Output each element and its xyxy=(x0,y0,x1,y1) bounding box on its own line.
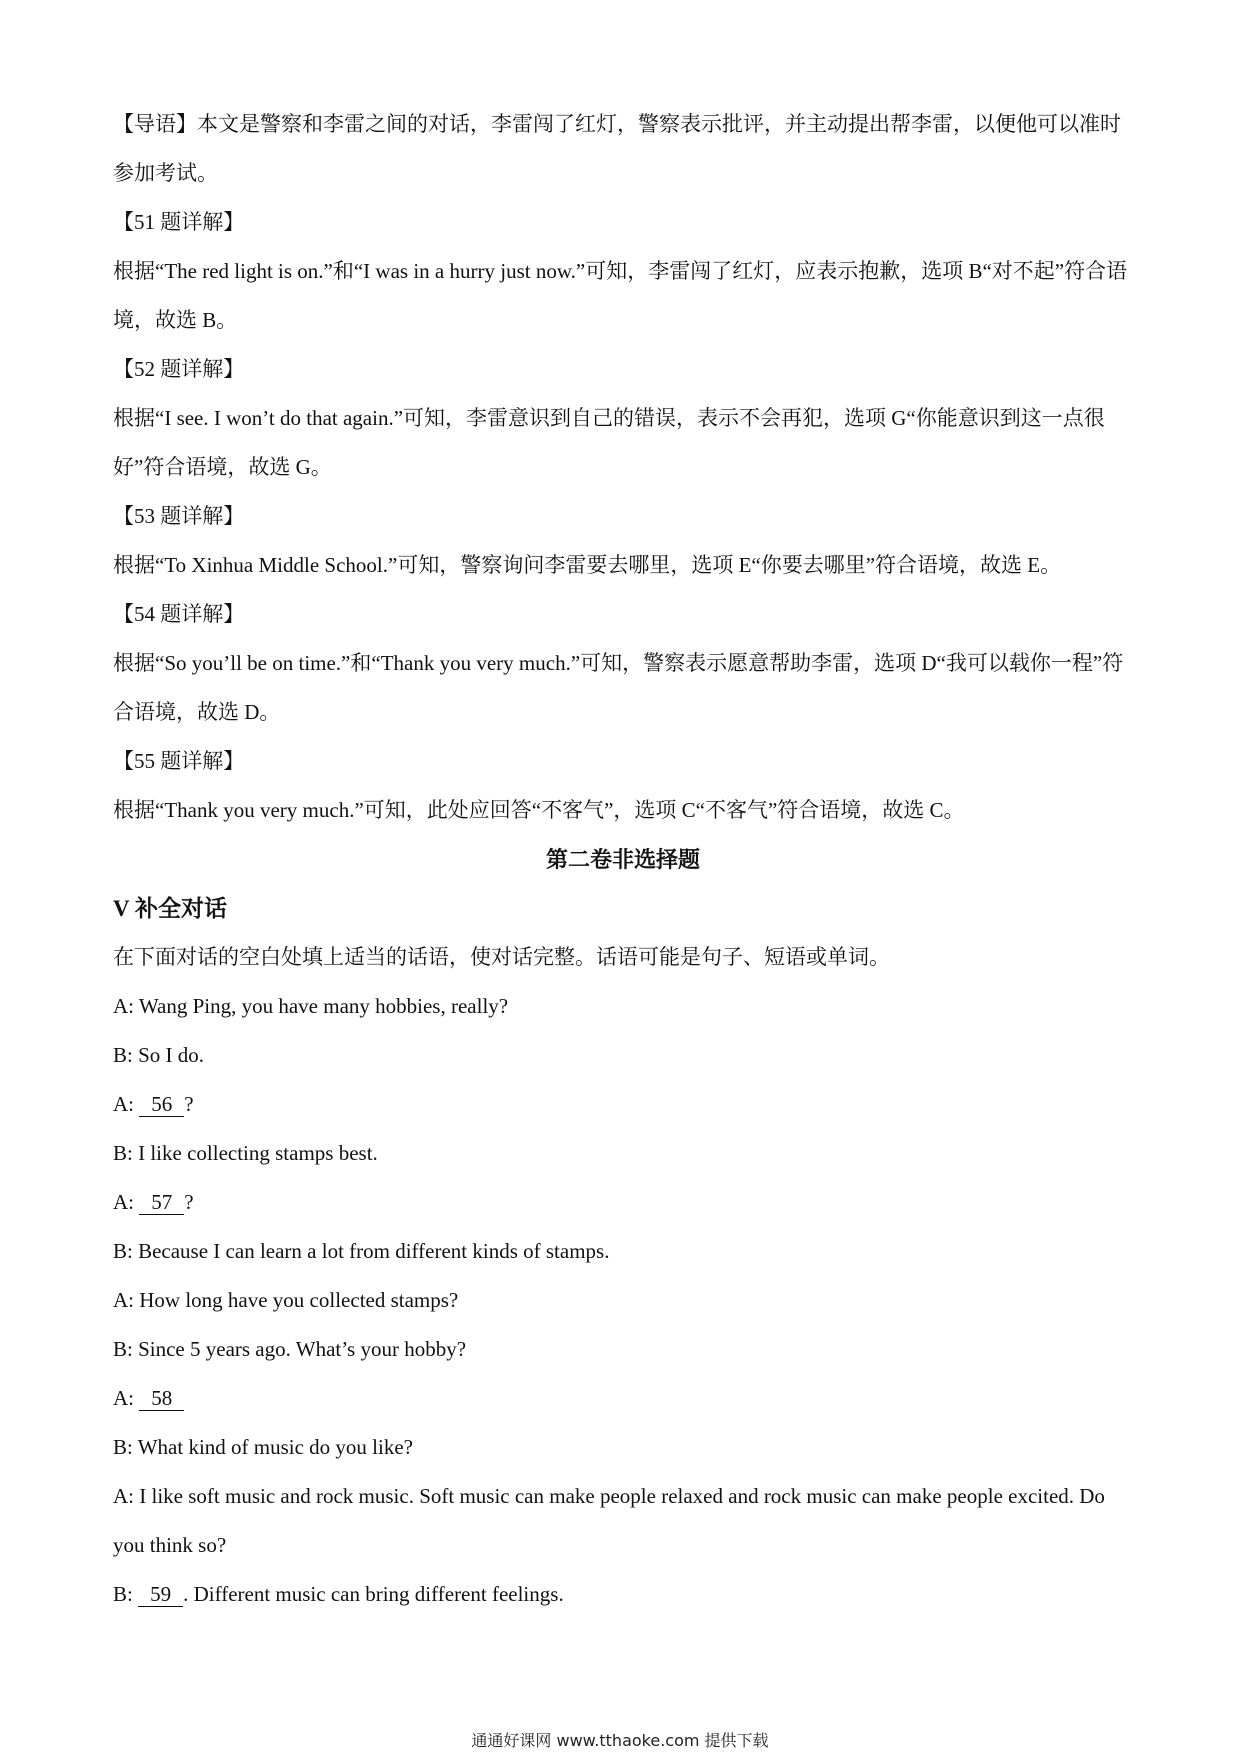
document-page xyxy=(113,100,1133,1619)
footer-watermark: 通通好课网 www.tthaoke.com 提供下载 xyxy=(471,1731,769,1750)
q52-explanation: 根据“I see. I won’t do that again.”可知，李雷意识到自己的错误，表示不会再犯，选项 G“你能意识到这一点很好”符合语境，故选 G。 xyxy=(113,406,1105,479)
dialogue-line: A: I like soft music and rock music. Soft music can make people relaxed and rock music can make people excited. Do you think so? xyxy=(113,1484,1105,1557)
q51-heading: 【51 题详解】 xyxy=(113,210,245,234)
speaker-label: A: xyxy=(113,1092,140,1116)
line-suffix: ? xyxy=(184,1092,194,1116)
dialogue-line: B: Because I can learn a lot from different kinds of stamps. xyxy=(113,1239,610,1263)
dialogue-line: A: How long have you collected stamps? xyxy=(113,1288,459,1312)
dialogue-line: B: Since 5 years ago. What’s your hobby? xyxy=(113,1337,467,1361)
part-heading: V 补全对话 xyxy=(113,896,227,921)
q51-explanation: 根据“The red light is on.”和“I was in a hurry just now.”可知，李雷闯了红灯，应表示抱歉，选项 B“对不起”符合语境，故选 B。 xyxy=(113,259,1128,332)
dialogue-line: B: So I do. xyxy=(113,1043,205,1067)
line-suffix: ? xyxy=(184,1190,194,1214)
speaker-label: A: xyxy=(113,1386,140,1410)
answer-blank-59[interactable]: 59 xyxy=(138,1582,183,1607)
q55-heading: 【55 题详解】 xyxy=(113,749,245,773)
dialogue-line-blank xyxy=(113,1374,1133,1423)
line-suffix: . Different music can bring different feelings. xyxy=(183,1582,564,1606)
instruction-text: 在下面对话的空白处填上适当的话语，使对话完整。话语可能是句子、短语或单词。 xyxy=(113,945,890,969)
answer-blank-57[interactable]: 57 xyxy=(139,1190,184,1215)
dialogue-line-blank xyxy=(113,1080,1133,1129)
q54-explanation: 根据“So you’ll be on time.”和“Thank you very much.”可知，警察表示愿意帮助李雷，选项 D“我可以载你一程”符合语境，故选 D。 xyxy=(113,651,1124,724)
q55-explanation: 根据“Thank you very much.”可知，此处应回答“不客气”，选项 C“不客气”符合语境，故选 C。 xyxy=(113,798,965,822)
q54-heading: 【54 题详解】 xyxy=(113,602,245,626)
dialogue-line: A: Wang Ping, you have many hobbies, really? xyxy=(113,994,509,1018)
answer-blank-58[interactable]: 58 xyxy=(139,1386,184,1411)
speaker-label: A: xyxy=(113,1190,140,1214)
q53-explanation: 根据“To Xinhua Middle School.”可知，警察询问李雷要去哪里，选项 E“你要去哪里”符合语境，故选 E。 xyxy=(113,553,1062,577)
q52-heading: 【52 题详解】 xyxy=(113,357,245,381)
intro-paragraph: 【导语】本文是警察和李雷之间的对话，李雷闯了红灯，警察表示批评，并主动提出帮李雷，以便他可以准时参加考试。 xyxy=(113,112,1121,185)
dialogue-line: B: What kind of music do you like? xyxy=(113,1435,413,1459)
speaker-label: B: xyxy=(113,1582,139,1606)
answer-blank-56[interactable]: 56 xyxy=(139,1092,184,1117)
q53-heading: 【53 题详解】 xyxy=(113,504,245,528)
dialogue-line: B: I like collecting stamps best. xyxy=(113,1141,378,1165)
section-title: 第二卷非选择题 xyxy=(545,847,700,872)
dialogue-line-blank xyxy=(113,1178,1133,1227)
dialogue-line-blank xyxy=(113,1570,1133,1619)
